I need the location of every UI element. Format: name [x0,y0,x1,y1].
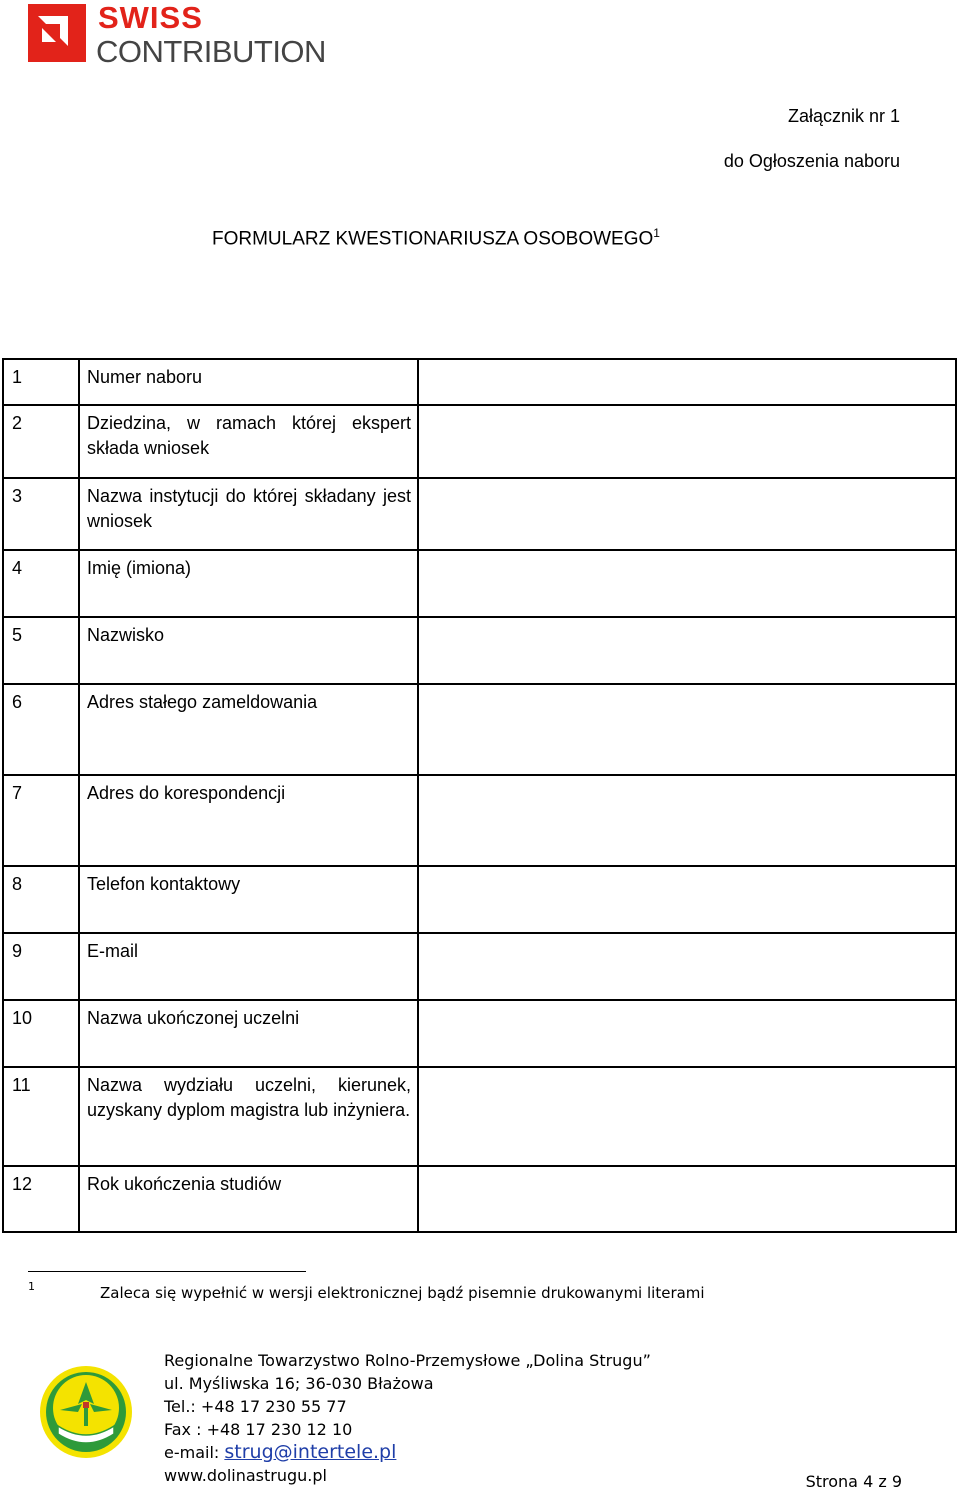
answer-field-first-name[interactable] [418,550,956,617]
page-title-text: FORMULARZ KWESTIONARIUSZA OSOBOWEGO [212,228,654,250]
row-label: Adres do korespondencji [79,775,418,866]
logo-contribution-text: CONTRIBUTION [96,34,326,69]
row-label: Dziedzina, w ramach której ekspert składa wniosek [79,405,418,478]
title-footnote-mark: 1 [653,226,660,240]
row-label: Nazwa ukończonej uczelni [79,1000,418,1067]
row-number: 10 [3,1000,79,1067]
table-row [3,405,956,478]
row-number: 6 [3,684,79,775]
row-number: 8 [3,866,79,933]
answer-field-graduation-year[interactable] [418,1166,956,1232]
annex-number: Załącznik nr 1 [787,106,900,126]
row-label: Nazwa instytucji do której składany jest wniosek [79,478,418,550]
annex-subtitle: do Ogłoszenia naboru [723,151,900,171]
row-number: 2 [3,405,79,478]
footer-email-row [164,1441,651,1464]
footer-email-link[interactable]: strug@intertele.pl [224,1441,397,1463]
footnote-mark: 1 [28,1280,35,1293]
row-label: E-mail [79,933,418,1000]
answer-field-correspondence-address[interactable] [418,775,956,866]
row-label: Imię (imiona) [79,550,418,617]
row-number: 12 [3,1166,79,1232]
row-number: 7 [3,775,79,866]
table-row [3,478,956,550]
page-title [212,226,660,250]
row-label: Rok ukończenia studiów [79,1166,418,1232]
answer-field-email[interactable] [418,933,956,1000]
answer-field-permanent-address[interactable] [418,684,956,775]
footnote-divider [28,1271,306,1272]
row-number: 3 [3,478,79,550]
answer-field-domain[interactable] [418,405,956,478]
dolina-strugu-logo-icon [38,1364,134,1460]
answer-field-institution[interactable] [418,478,956,550]
table-row [3,1067,956,1166]
table-row [3,684,956,775]
row-label: Nazwa wydziału uczelni, kierunek, uzyskany dyplom magistra lub inżyniera. [79,1067,418,1166]
answer-field-recruitment-number[interactable] [418,359,956,405]
table-row [3,933,956,1000]
table-row [3,775,956,866]
row-label: Nazwisko [79,617,418,684]
row-number: 11 [3,1067,79,1166]
answer-field-faculty[interactable] [418,1067,956,1166]
row-number: 9 [3,933,79,1000]
footer-org-name: Regionalne Towarzystwo Rolno-Przemysłowe „Dolina Strugu” [164,1351,651,1370]
table-row [3,1166,956,1232]
page-number: Strona 4 z 9 [805,1472,902,1491]
row-label: Numer naboru [79,359,418,405]
answer-field-university[interactable] [418,1000,956,1067]
questionnaire-table [2,358,957,1233]
table-row [3,866,956,933]
table-row [3,359,956,405]
footer-address: ul. Myśliwska 16; 36-030 Błażowa [164,1374,434,1393]
footer-phone: Tel.: +48 17 230 55 77 [164,1397,347,1416]
logo-swiss-text: SWISS [98,0,203,35]
row-label: Telefon kontaktowy [79,866,418,933]
row-label: Adres stałego zameldowania [79,684,418,775]
footer-fax: Fax : +48 17 230 12 10 [164,1420,353,1439]
footnote-text: Zaleca się wypełnić w wersji elektronicznej bądź pisemnie drukowanymi literami [100,1284,705,1302]
row-number: 4 [3,550,79,617]
table-row [3,1000,956,1067]
answer-field-phone[interactable] [418,866,956,933]
swiss-flag-icon [28,4,86,62]
footer-contact [164,1349,651,1487]
answer-field-surname[interactable] [418,617,956,684]
table-row [3,550,956,617]
row-number: 5 [3,617,79,684]
row-number: 1 [3,359,79,405]
footer-website[interactable]: www.dolinastrugu.pl [164,1466,327,1485]
table-row [3,617,956,684]
footer-email-label: e-mail: [164,1443,225,1462]
